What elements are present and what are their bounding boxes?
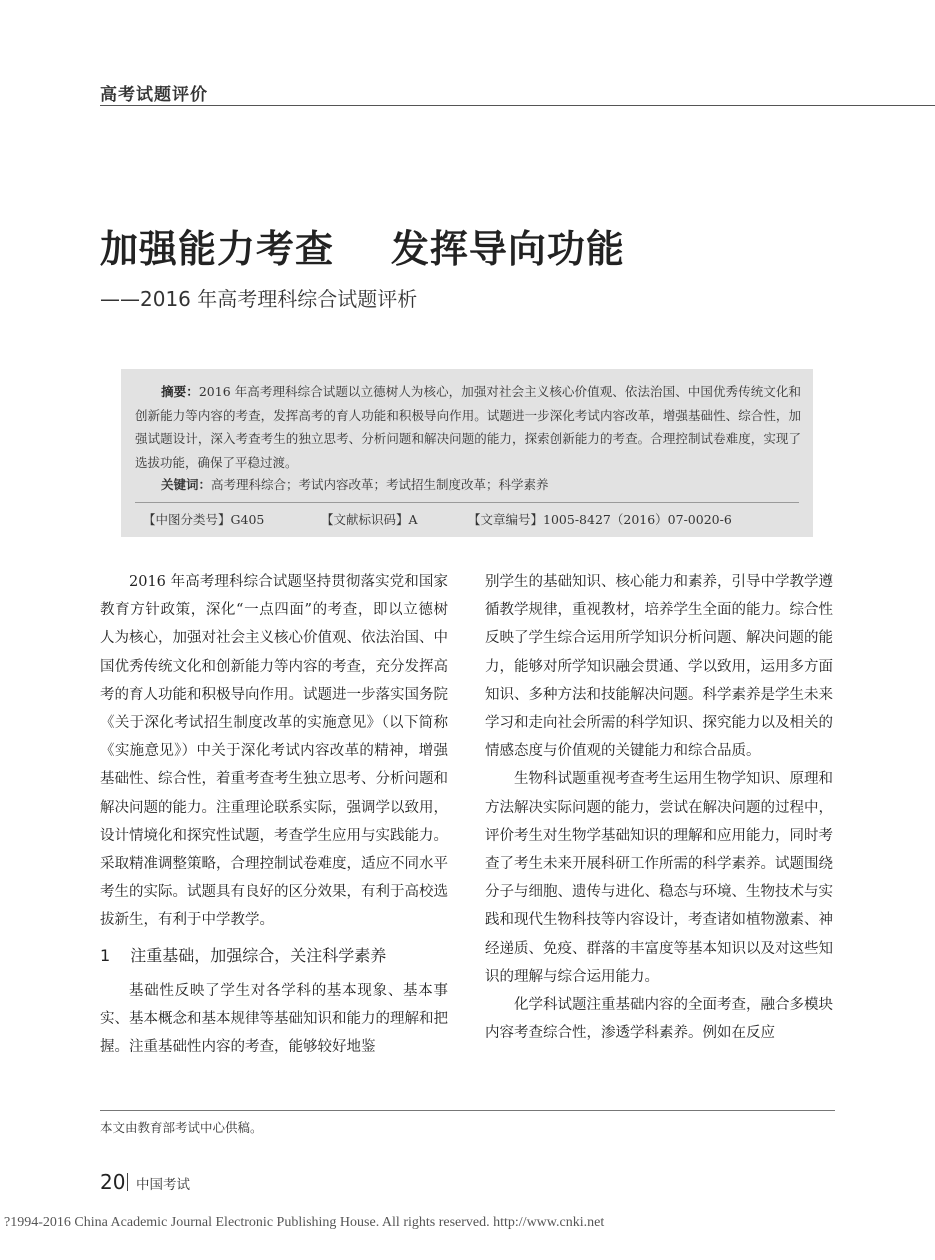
footer-separator [127, 1173, 128, 1191]
right-column [485, 568, 833, 1047]
body-paragraph: 别学生的基础知识、核心能力和素养，引导中学教学遵循教学规律，重视教材，培养学生全面的能力。综合性反映了学生综合运用所学知识分析问题、解决问题的能力，能够对所学知识融会贯通、学以致用，运用多方面知识、多种方法和技能解决问题。科学素养是学生未来学习和走向社会所需的科学知识、探究能力以及相关的情感态度与价值观的关键能力和综合品质。 [485, 574, 833, 760]
article-no-label: 【文章编号】 [468, 512, 544, 527]
doc-code-label: 【文献标识码】 [321, 512, 409, 527]
body-paragraph: 2016 年高考理科综合试题坚持贯彻落实党和国家教育方针政策，深化“一点四面”的考查，即以立德树人为核心，加强对社会主义核心价值观、依法治国、中国优秀传统文化和创新能力等内容的考查，充分发挥高考的育人功能和积极导向作用。试题进一步落实国务院《关于深化考试招生制度改革的实施意见》（以下简称《实施意见》）中关于深化考试内容改革的精神，增强基础性、综合性，着重考查考生独立思考、分析问题和解决问题的能力。注重理论联系实际，强调学以致用，设计情境化和探究性试题，考查学生应用与实践能力。采取精准调整策略，合理控制试卷难度，适应不同水平考生的实际。试题具有良好的区分效果，有利于高校选拔新生，有利于中学教学。 [100, 574, 448, 929]
article-no-value: 1005-8427（2016）07-0020-6 [543, 512, 732, 527]
body-paragraph: 生物科试题重视考查考生运用生物学知识、原理和方法解决实际问题的能力，尝试在解决问题的过程中，评价考生对生物学基础知识的理解和应用能力，同时考查了考生未来开展科研工作所需的科学素养。试题围绕分子与细胞、遗传与进化、稳态与环境、生物技术与实践和现代生物科技等内容设计，考查诸如植物激素、神经递质、免疫、群落的丰富度等基本知识以及对这些知识的理解与综合运用能力。 [485, 771, 833, 985]
copyright-notice: ?1994-2016 China Academic Journal Electronic Publishing House. All rights reserved. http://www.cnki.net [4, 1215, 605, 1230]
article-subtitle: ——2016 年高考理科综合试题评析 [100, 287, 418, 311]
footnote: 本文由教育部考试中心供稿。 [100, 1120, 263, 1135]
footnote-rule [100, 1110, 835, 1111]
left-column [100, 568, 448, 1061]
journal-name: 中国考试 [136, 1177, 190, 1193]
abstract-divider [135, 502, 799, 503]
keywords [161, 475, 549, 493]
article-number [468, 510, 732, 528]
clc-value: G405 [230, 512, 265, 527]
clc-label: 【中图分类号】 [143, 512, 231, 527]
section-number: 1 [100, 945, 111, 965]
abstract [135, 380, 801, 474]
section-heading [100, 941, 448, 971]
header-rule [100, 105, 935, 106]
section-label: 高考试题评价 [100, 85, 208, 105]
abstract-box [121, 369, 813, 537]
body-paragraph: 基础性反映了学生对各学科的基本现象、基本事实、基本概念和基本规律等基础知识和能力的理解和把握。注重基础性内容的考查，能够较好地鉴 [100, 982, 448, 1056]
keywords-label: 关键词： [161, 477, 212, 492]
clc-number [143, 510, 264, 528]
article-title: 加强能力考查 发挥导向功能 [100, 226, 625, 271]
page-number: 20 [100, 1170, 126, 1194]
keywords-text: 高考理科综合；考试内容改革；考试招生制度改革；科学素养 [211, 477, 549, 492]
abstract-text: 2016 年高考理科综合试题以立德树人为核心，加强对社会主义核心价值观、依法治国、中国优秀传统文化和创新能力等内容的考查，发挥高考的育人功能和积极导向作用。试题进一步深化考试内容改革，增强基础性、综合性，加强试题设计，深入考查考生的独立思考、分析问题和解决问题的能力，探索创新能力的考查。合理控制试卷难度，实现了选拔功能，确保了平稳过渡。 [135, 384, 801, 470]
abstract-label: 摘要： [161, 384, 199, 399]
body-paragraph: 化学科试题注重基础内容的全面考查，融合多模块内容考查综合性，渗透学科素养。例如在反应 [485, 997, 833, 1042]
document-code [321, 510, 418, 528]
section-title: 注重基础，加强综合，关注科学素养 [130, 945, 387, 965]
doc-code-value: A [408, 512, 418, 527]
